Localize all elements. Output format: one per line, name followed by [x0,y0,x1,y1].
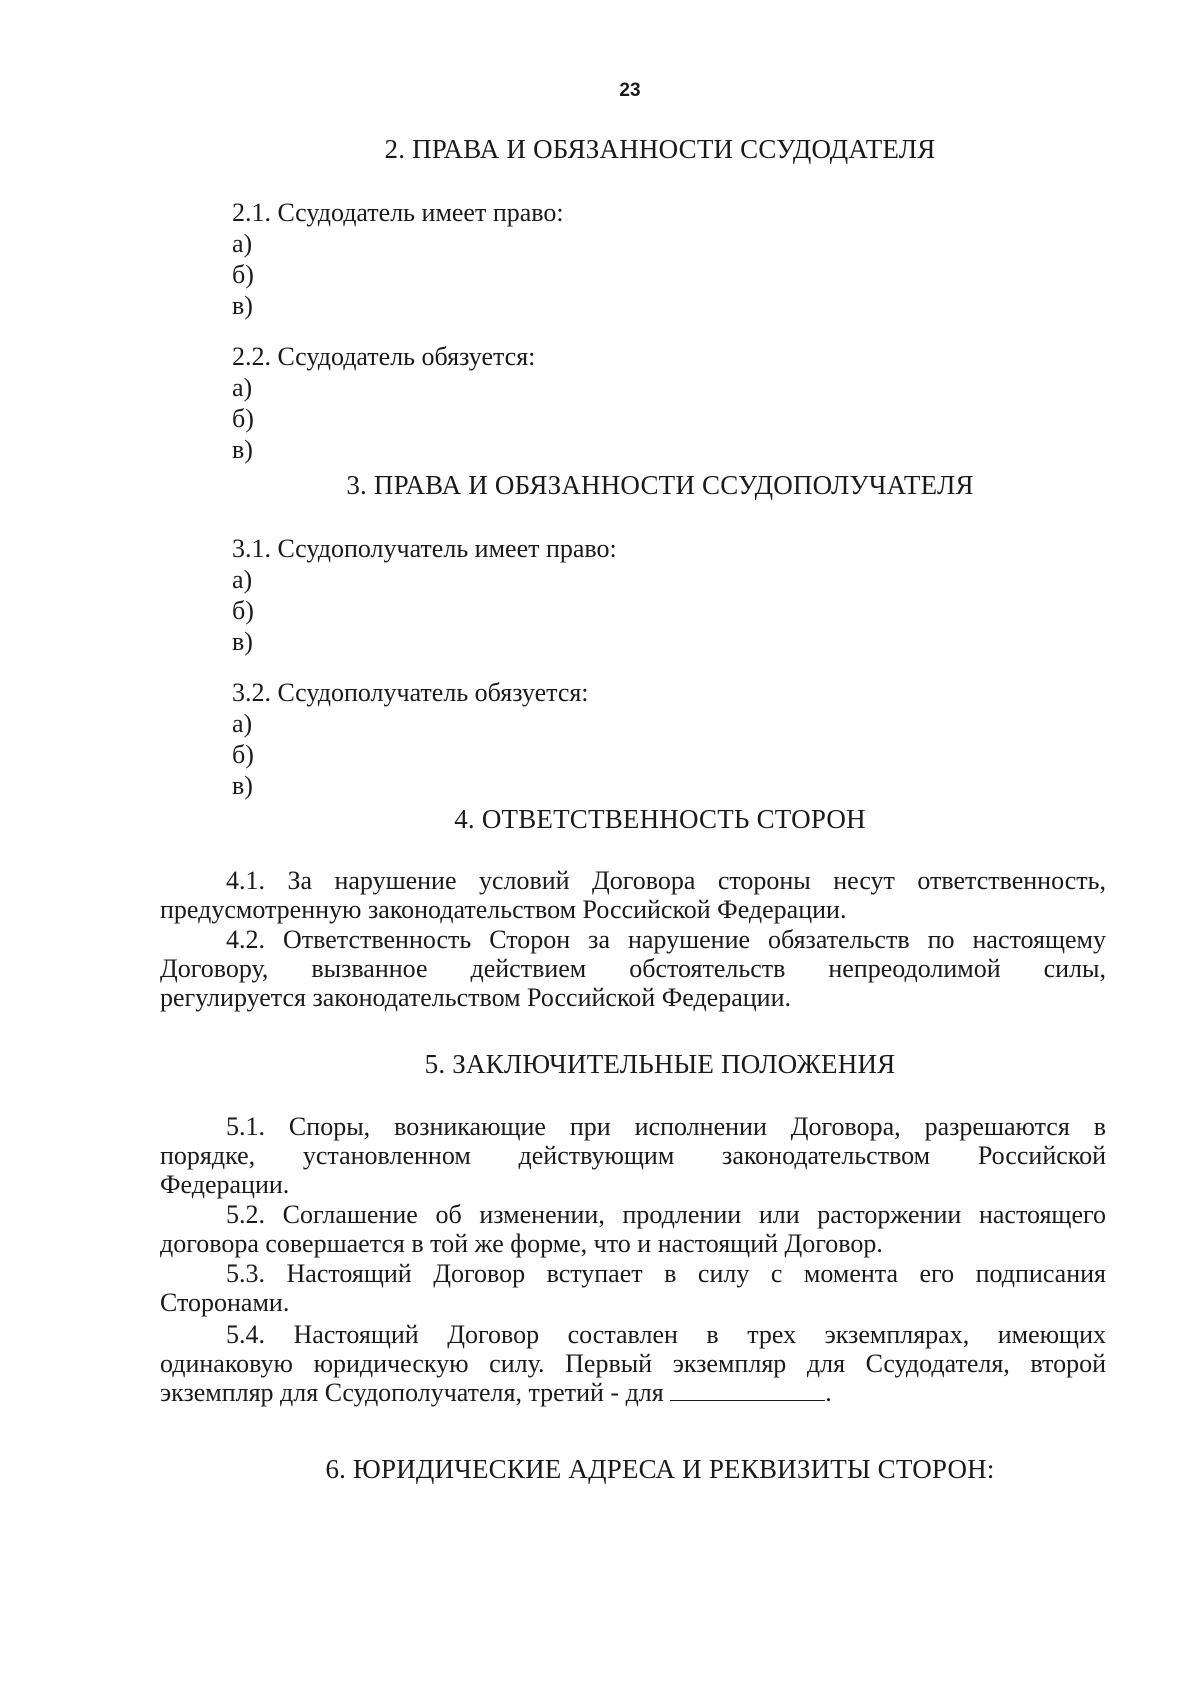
text-line: 5.1. Споры, возникающие при исполнении Договора, разрешаются в [226,1112,1106,1141]
list-item: в) [232,771,253,800]
list-item: в) [232,291,253,320]
list-item: а) [232,709,253,738]
page-number: 23 [619,80,641,101]
list-item: в) [232,627,253,656]
paragraph-4-1 [160,866,1106,924]
item-3-2-list [232,708,254,801]
text-line: Федерации. [160,1170,290,1199]
item-2-1-list [232,228,254,321]
text-line: 5.4. Настоящий Договор составлен в трех экземплярах, имеющих [226,1320,1106,1349]
item-3-1-list [232,564,254,657]
item-3-1-title: 3.1. Ссудополучатель имеет право: [232,534,617,563]
text-line-with-blank [160,1378,1106,1407]
list-item: а) [232,229,253,258]
text-line: порядке, установленном действующим законодательством Российской [160,1141,1106,1170]
item-2-2-list [232,372,254,465]
section-4-heading: 4. ОТВЕТСТВЕННОСТЬ СТОРОН [454,804,866,834]
text-line: 5.2. Соглашение об изменении, продлении или расторжении настоящего [226,1200,1106,1229]
text-line: 4.1. За нарушение условий Договора стороны несут ответственность, [226,866,1106,895]
paragraph-5-3 [160,1259,1106,1317]
text-line: одинаковую юридическую силу. Первый экземпляр для Ссудодателя, второй [160,1349,1106,1378]
text-line: предусмотренную законодательством Российской Федерации. [160,895,847,924]
paragraph-4-2 [160,925,1106,1012]
paragraph-5-2 [160,1200,1106,1258]
text-line: регулируется законодательством Российской Федерации. [160,983,791,1012]
section-2-heading: 2. ПРАВА И ОБЯЗАННОСТИ ССУДОДАТЕЛЯ [384,134,936,164]
paragraph-5-4 [160,1320,1106,1407]
text-line: договора совершается в той же форме, что и настоящий Договор. [160,1229,883,1258]
section-3-heading: 3. ПРАВА И ОБЯЗАННОСТИ ССУДОПОЛУЧАТЕЛЯ [346,470,974,500]
list-item: в) [232,435,253,464]
text-line: Сторонами. [160,1288,290,1317]
list-item: б) [232,260,254,289]
item-2-1-title: 2.1. Ссудодатель имеет право: [232,198,564,227]
list-item: а) [232,565,253,594]
text-line: 5.3. Настоящий Договор вступает в силу с момента его подписания [226,1259,1106,1288]
list-item: б) [232,596,254,625]
section-6-heading: 6. ЮРИДИЧЕСКИЕ АДРЕСА И РЕКВИЗИТЫ СТОРОН: [325,1454,995,1484]
list-item: б) [232,740,254,769]
item-2-2-title: 2.2. Ссудодатель обязуется: [232,342,536,371]
text-fragment: экземпляр для Ссудополучателя, третий - для [160,1378,664,1407]
text-fragment: . [825,1378,832,1407]
list-item: а) [232,373,253,402]
fill-in-blank [670,1378,825,1401]
list-item: б) [232,404,254,433]
text-line: 4.2. Ответственность Сторон за нарушение обязательств по настоящему [226,925,1106,954]
section-5-heading: 5. ЗАКЛЮЧИТЕЛЬНЫЕ ПОЛОЖЕНИЯ [424,1049,896,1079]
item-3-2-title: 3.2. Ссудополучатель обязуется: [232,678,589,707]
paragraph-5-1 [160,1112,1106,1199]
text-line: Договору, вызванное действием обстоятельств непреодолимой силы, [160,954,1106,983]
